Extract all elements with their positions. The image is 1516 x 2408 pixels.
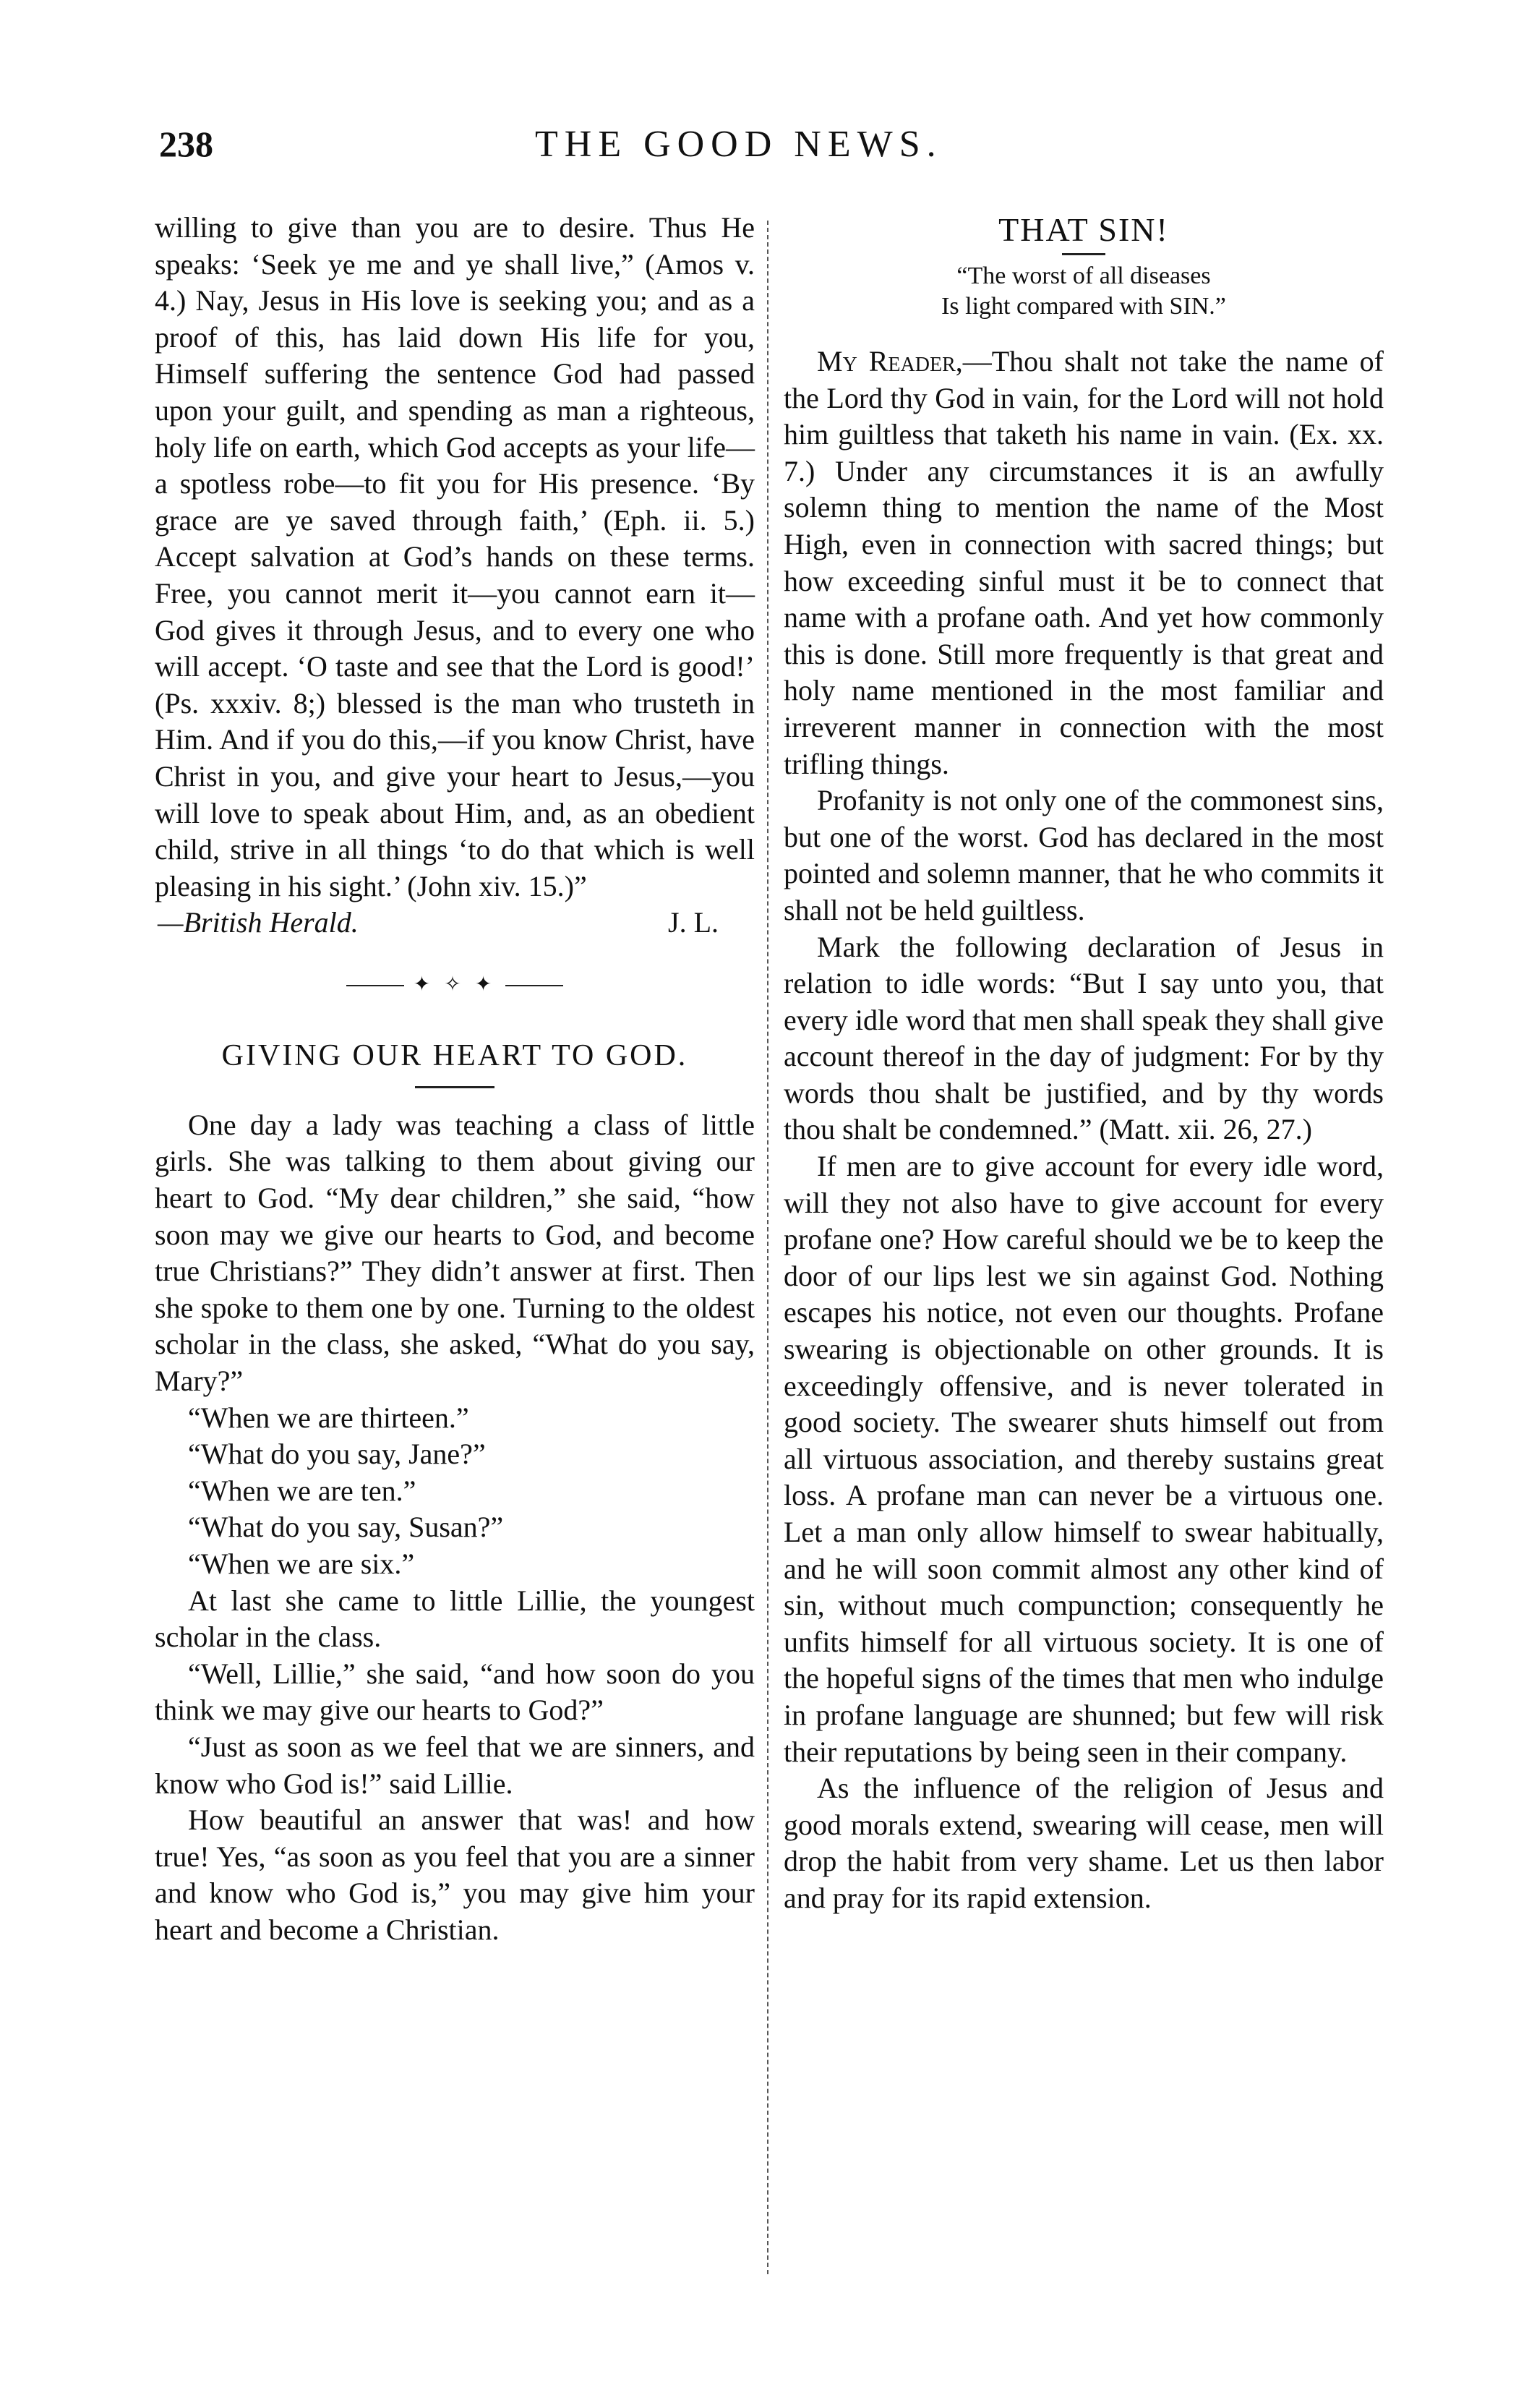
title-rule [415, 1086, 494, 1088]
paragraph: If men are to give account for every idle word, will they not also have to give account for every profane one? How careful should we be to keep the door of our lips lest we sin against God. Nothing escapes his notice, not even our thoughts. Profane swearing is objectionable on other grounds. It is exceedingly offensive, and is never tolerated in good society. The swearer shuts himself out from all virtuous association, and thereby sustains great loss. A profane man can never be a virtuous one. Let a man only allow himself to swear habitually, and he will soon commit almost any other kind of sin, without much compunction; consequently he unfits himself for all virtuous society. It is one of the hopeful signs of the times that men who indulge in profane language are shunned; but few will risk their reputations by being seen in their company. [784, 1150, 1384, 1768]
epigraph-line: “The worst of all diseases [956, 262, 1211, 289]
article-title-giving: GIVING OUR HEART TO GOD. [221, 1038, 688, 1072]
paragraph: “When we are thirteen.” [188, 1401, 469, 1434]
ornament-glyph: ✦ ✧ ✦ [413, 973, 497, 996]
salutation: My Reader, [817, 345, 963, 377]
paragraph: “What do you say, Susan?” [188, 1511, 504, 1544]
epigraph-line: Is light compared with SIN.” [941, 293, 1226, 320]
section-ornament [155, 963, 755, 1007]
paragraph: “What do you say, Jane?” [188, 1438, 486, 1471]
article-title-that-sin: THAT SIN! [998, 211, 1169, 248]
paragraph-text: —Thou shalt not take the name of the Lord thy God in vain, for the Lord will not hold him guiltless that taketh his name in vain. (Ex. xx. 7.) Under any circumstances it is an awfully solemn thing to mention the name of the Most High, even in connection with sacred things; but how exceeding sinful must it be to connect that name with a profane oath. And yet how commonly this is done. Still more frequently is that great and holy name mentioned in the most familiar and irreverent manner in connection with the most trifling things. [784, 345, 1384, 780]
paragraph: How beautiful an answer that was! and how true! Yes, “as soon as you feel that you are a sinner and know who God is,” you may give him your heart and become a Christian. [155, 1803, 755, 1946]
page-header [159, 123, 1388, 181]
page-number: 238 [159, 124, 213, 164]
running-title: THE GOOD NEWS. [535, 124, 943, 165]
left-column [155, 210, 755, 1949]
paragraph: As the influence of the religion of Jesus and good morals extend, swearing will cease, men will drop the habit from very shame. Let us then labor and pray for its rapid extension. [784, 1772, 1384, 1914]
paragraph: “When we are six.” [188, 1547, 415, 1580]
paragraph: Mark the following declaration of Jesus in relation to idle words: “But I say unto you, that every idle word that men shall speak they shall give account thereof in the day of judgment: For by thy words thou shalt be justified, and by thy words thou shalt be condemned.” (Matt. xii. 26, 27.) [784, 930, 1384, 1146]
paragraph: At last she came to little Lillie, the youngest scholar in the class. [155, 1584, 755, 1654]
epigraph [784, 261, 1384, 322]
paragraph: Profanity is not only one of the commonest sins, but one of the worst. God has declared in the most pointed and solemn manner, that he who commits it shall not be held guiltless. [784, 784, 1384, 926]
paragraph: “When we are ten.” [188, 1474, 416, 1507]
paragraph [784, 343, 1384, 782]
column-divider [767, 221, 768, 2274]
paragraph: “Just as soon as we feel that we are sinners, and know who God is!” said Lillie. [155, 1730, 755, 1800]
paragraph: One day a lady was teaching a class of little girls. She was talking to them about giving our heart to God. “My dear children,” she said, “how soon may we give our hearts to God, and become true Christians?” They didn’t answer at first. Then she spoke to them one by one. Turning to the oldest scholar in the class, she asked, “What do you say, Mary?” [155, 1108, 755, 1398]
continued-paragraph: willing to give than you are to desire. Thus He speaks: ‘Seek ye me and ye shall live,” (Amos v. 4.) Nay, Jesus in His love is seeking you; and as a proof of this, has laid down His life for you, Himself suffering the sentence God had passed upon your guilt, and spending as man a righteous, holy life on earth, which God accepts as your life—a spotless robe—to fit you for His presence. ‘By grace are ye saved through faith,’ (Eph. ii. 5.) Accept salvation at God’s hands on these terms. Free, you cannot merit it—you cannot earn it—God gives it through Jesus, and to every one who will accept. ‘O taste and see that the Lord is good!’ (Ps. xxxiv. 8;) blessed is the man who trusteth in Him. And if you do this,—if you know Christ, have Christ in you, and give your heart to Jesus,—you will love to speak about Him, and, as an obedient child, strive in all things ‘to do that which is well pleasing in his sight.’ (John xiv. 15.)” [155, 211, 755, 902]
attribution [155, 905, 755, 942]
right-column [784, 210, 1384, 1917]
paragraph: “Well, Lillie,” she said, “and how soon do you think we may give our hearts to God?” [155, 1657, 755, 1727]
source-credit: —British Herald. [158, 906, 359, 939]
title-rule [1062, 253, 1105, 255]
author-initials: J. L. [668, 906, 719, 939]
